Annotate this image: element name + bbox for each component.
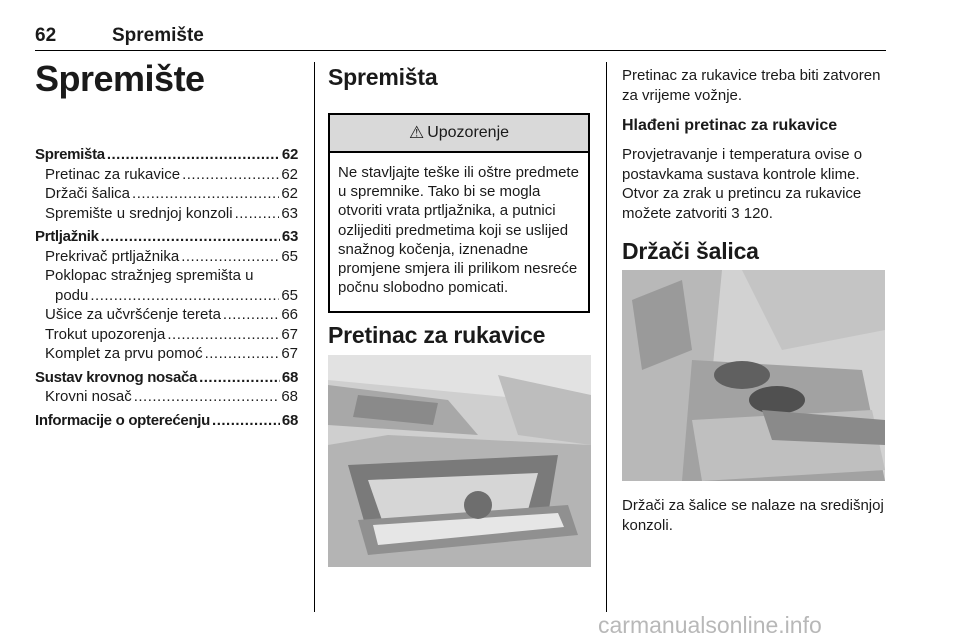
toc-entry-page: 67 [281, 345, 298, 362]
warning-box [328, 113, 590, 313]
toc-leader-dots [223, 305, 279, 325]
toc-entry-page: 62 [281, 165, 298, 183]
subheading-cooled-glovebox: Hlađeni pretinac za rukavice [622, 117, 838, 134]
toc-entry-label: Trokut upozorenja [45, 325, 166, 343]
toc-entry[interactable] [35, 344, 298, 364]
toc-entry-page: 63 [281, 228, 298, 245]
toc-entry-label: Poklopac stražnjeg spremišta u [45, 267, 254, 284]
toc-entry-label: Sustav krovnog nosača [35, 368, 198, 386]
toc-leader-dots [182, 165, 279, 185]
chapter-title: Spremište [35, 58, 205, 99]
section-heading-cupholders: Držači šalica [622, 238, 759, 264]
warning-header [330, 115, 588, 153]
toc-entry-label: Ušice za učvršćenje tereta [45, 306, 221, 323]
glovebox-illustration [328, 355, 591, 567]
cupholder-text: Držači za šalice se nalaze na središnjoj konzoli. [622, 497, 884, 534]
toc-leader-dots [132, 184, 279, 204]
toc-entry-page: 68 [281, 411, 298, 429]
column-divider-right [606, 62, 607, 612]
toc-entry[interactable] [35, 184, 298, 204]
warning-title: Upozorenje [427, 124, 510, 141]
toc-entry-label: podu [55, 286, 89, 304]
toc-entry[interactable] [35, 325, 298, 345]
toc-entry-page: 66 [281, 306, 298, 323]
toc-leader-dots [167, 325, 279, 345]
toc-entry-label: Spremišta [35, 146, 105, 163]
toc-entry[interactable] [35, 204, 298, 224]
glovebox-closed-note: Pretinac za rukavice treba biti zatvoren za vrijeme vožnje. [622, 67, 881, 104]
page-header [35, 24, 886, 51]
section-heading-storage: Spremišta [328, 64, 438, 90]
toc-entry[interactable] [35, 286, 298, 306]
toc-entry-label: Držači šalica [45, 185, 131, 202]
toc-leader-dots [235, 204, 280, 224]
toc-entry[interactable] [35, 368, 298, 388]
page-number: 62 [35, 25, 57, 46]
toc-leader-dots [107, 145, 280, 165]
warning-icon: ⚠ [408, 123, 425, 142]
toc-entry-page: 67 [281, 325, 298, 343]
toc-entry[interactable] [35, 227, 298, 247]
page-reference[interactable]: 120. [743, 204, 773, 222]
column-divider-left [314, 62, 315, 612]
toc-entry[interactable] [35, 145, 298, 165]
cupholder-illustration [622, 270, 885, 481]
toc-leader-dots [181, 247, 279, 267]
toc-entry-page: 62 [281, 146, 298, 163]
header-title: Spremište [112, 25, 204, 46]
toc-leader-dots [90, 286, 279, 306]
toc-entry-label: Prekrivač prtljažnika [45, 247, 180, 265]
warning-text: Ne stavljajte teške ili oštre predmete u spremnike. Tako bi se mogla otvoriti vrata prtljažnika, a putnici ozlijediti predmetima koji se uslijed snažnog kočenja, iznenadne promjene smjera ili prilikom nesreće počnu slobodno pomicati. [338, 164, 579, 297]
toc-entry-page: 68 [281, 388, 298, 405]
toc-leader-dots [199, 368, 280, 388]
toc-entry-page: 65 [281, 286, 298, 304]
toc-entry[interactable] [35, 411, 298, 431]
cooled-glovebox-text [622, 145, 884, 223]
toc-leader-dots [101, 227, 280, 247]
toc-entry[interactable] [35, 165, 298, 185]
toc-entry[interactable] [35, 247, 298, 267]
toc-entry-label: Informacije o opterećenju [35, 411, 211, 429]
section-heading-glovebox: Pretinac za rukavice [328, 322, 546, 348]
toc-entry-page: 68 [281, 368, 298, 386]
toc-entry[interactable] [35, 387, 298, 407]
toc-entry-page: 62 [281, 185, 298, 202]
toc-entry-page: 65 [281, 247, 298, 265]
toc-entry-label: Spremište u srednjoj konzoli [45, 204, 233, 222]
table-of-contents [35, 145, 298, 430]
toc-entry[interactable] [35, 305, 298, 325]
toc-entry-label: Krovni nosač [45, 388, 132, 405]
toc-entry-label: Prtljažnik [35, 228, 99, 245]
page-reference-icon[interactable]: 3 [731, 204, 740, 222]
toc-leader-dots [212, 411, 280, 431]
toc-leader-dots [134, 387, 280, 407]
toc-entry-page: 63 [281, 204, 298, 222]
toc-leader-dots [205, 344, 280, 364]
cooled-text-body: Provjetravanje i temperatura ovise o postavkama sustava kontrole klime. Otvor za zrak u pretincu za rukavice možete zatvoriti [622, 146, 863, 222]
toc-entry-label: Komplet za prvu pomoć [45, 345, 203, 362]
toc-entry[interactable] [35, 266, 298, 286]
watermark: carmanualsonline.info [598, 612, 822, 638]
toc-entry-label: Pretinac za rukavice [45, 165, 181, 183]
